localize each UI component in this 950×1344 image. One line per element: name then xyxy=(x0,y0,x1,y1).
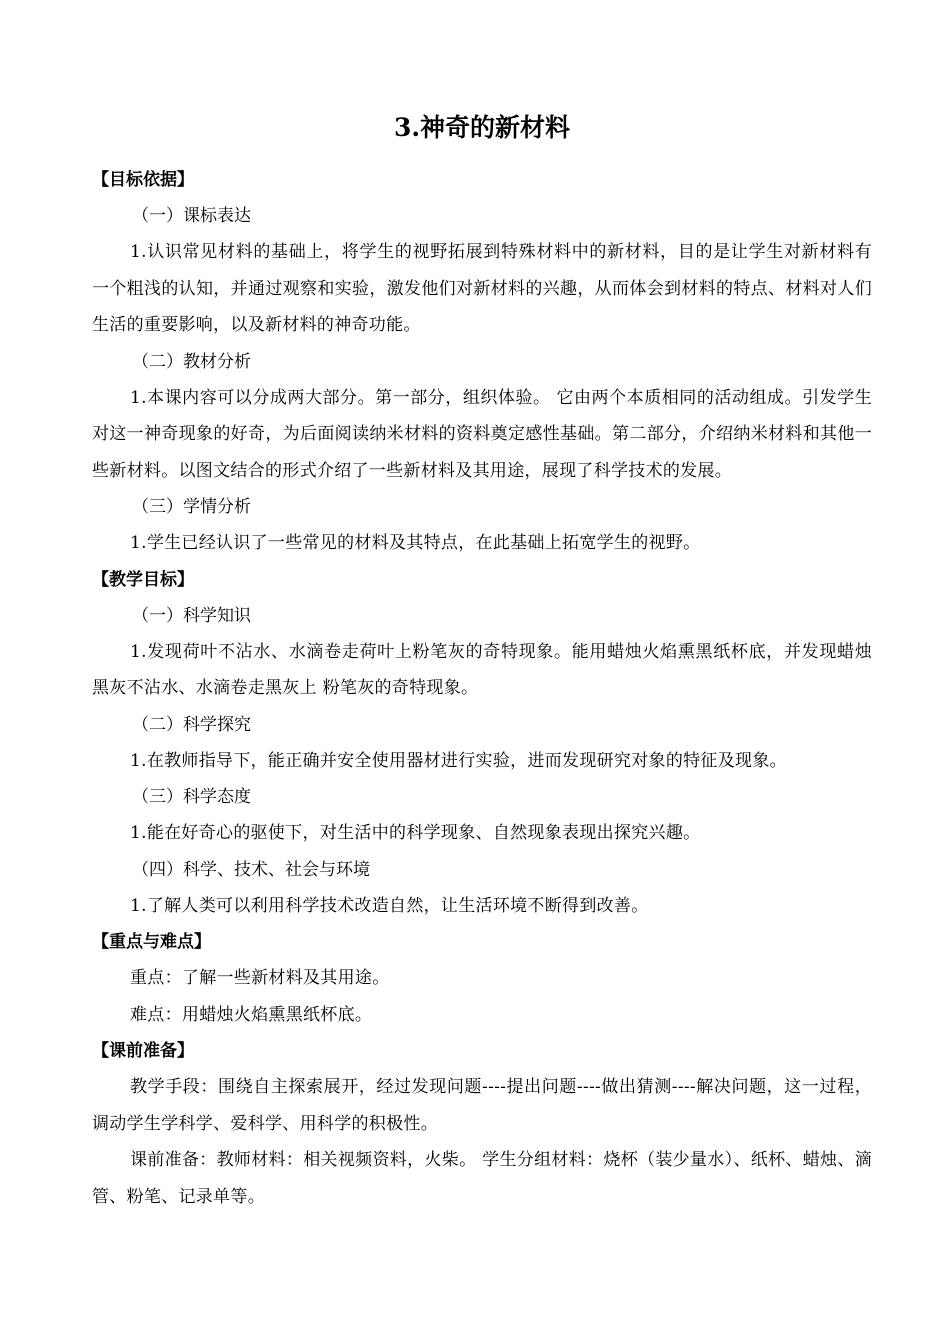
sub-heading: （二）教材分析 xyxy=(132,351,251,372)
sub-heading: （三）学情分析 xyxy=(132,497,251,517)
section-preparation xyxy=(92,1033,872,1215)
section-teaching-goals xyxy=(92,562,872,925)
paragraph: 难点：用蜡烛火焰熏黑纸杯底。 xyxy=(130,1004,373,1025)
section-heading: 【教学目标】 xyxy=(92,569,194,590)
paragraph: 课前准备：教师材料：相关视频资料，火柴。 学生分组材料：烧杯（装少量水）、纸杯、蜡烛、滴管、粉笔、记录单等。 xyxy=(92,1150,872,1207)
section-goal-basis xyxy=(92,162,872,562)
paragraph: 1.认识常见材料的基础上，将学生的视野拓展到特殊材料中的新材料，目的是让学生对新材料有一个粗浅的认知，并通过观察和实验，激发他们对新材料的兴趣，从而体会到材料的特点、材料对人们生活的重要影响，以及新材料的神奇功能。 xyxy=(92,242,872,335)
paragraph: 1.本课内容可以分成两大部分。第一部分，组织体验。 它由两个本质相同的活动组成。引发学生对这一神奇现象的好奇，为后面阅读纳米材料的资料奠定感性基础。第二部分，介绍纳米材料和其他一些新材料。以图文结合的形式介绍了一些新材料及其用途，展现了科学技术的发展。 xyxy=(92,387,872,481)
paragraph: 重点：了解一些新材料及其用途。 xyxy=(130,968,390,988)
section-heading: 【课前准备】 xyxy=(92,1041,194,1061)
document-page xyxy=(92,108,872,1215)
sub-heading: （一）课标表达 xyxy=(132,206,251,226)
paragraph: 1.能在好奇心的驱使下，对生活中的科学现象、自然现象表现出探究兴趣。 xyxy=(130,823,701,843)
paragraph: 1.发现荷叶不沾水、水滴卷走荷叶上粉笔灰的奇特现象。能用蜡烛火焰熏黑纸杯底，并发现蜡烛黑灰不沾水、水滴卷走黑灰上 粉笔灰的奇特现象。 xyxy=(92,641,872,698)
paragraph: 1.在教师指导下，能正确并安全使用器材进行实验，进而发现研究对象的特征及现象。 xyxy=(130,750,787,771)
sub-heading: （四）科学、技术、社会与环境 xyxy=(132,859,370,880)
section-heading: 【目标依据】 xyxy=(92,170,194,190)
paragraph: 1.学生已经认识了一些常见的材料及其特点，在此基础上拓宽学生的视野。 xyxy=(130,533,701,553)
document-title: 3.神奇的新材料 xyxy=(393,113,571,142)
section-key-points xyxy=(92,924,872,1033)
sub-heading: （一）科学知识 xyxy=(132,605,251,626)
paragraph: 1.了解人类可以利用科学技术改造自然，让生活环境不断得到改善。 xyxy=(130,895,649,916)
sub-heading: （三）科学态度 xyxy=(132,787,251,807)
paragraph: 教学手段：围绕自主探索展开，经过发现问题----提出问题----做出猜测----解决问题，这一过程，调动学生学科学、爱科学、用科学的积极性。 xyxy=(92,1077,872,1134)
section-heading: 【重点与难点】 xyxy=(92,932,211,952)
sub-heading: （二）科学探究 xyxy=(132,714,251,735)
